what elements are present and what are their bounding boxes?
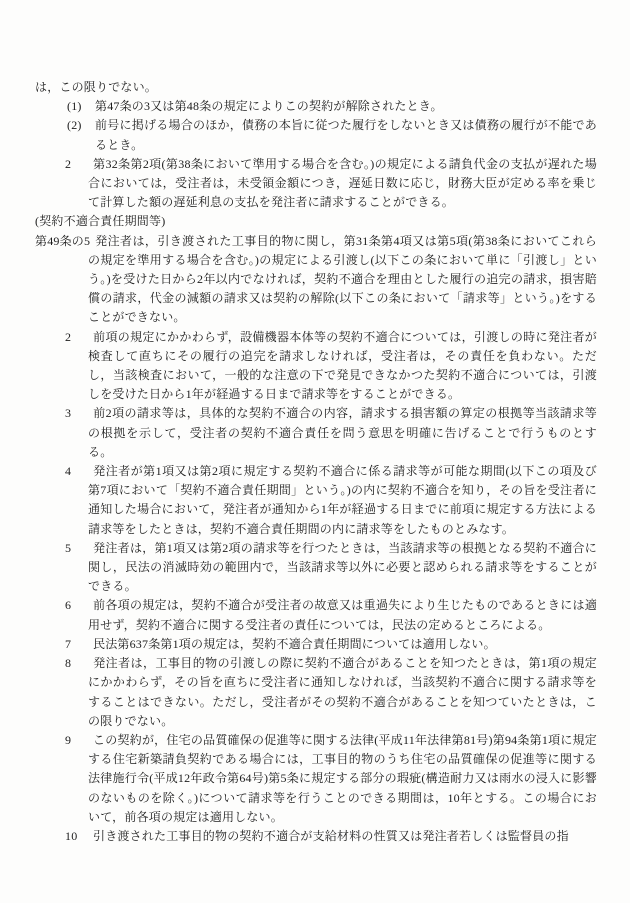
clause-text: 第47条の3又は第48条の規定によりこの契約が解除されたとき。 xyxy=(95,99,443,114)
clause-text: は，この限りでない。 xyxy=(35,80,158,94)
clause-item-9 xyxy=(35,731,597,827)
clause-text: (契約不適合責任期間等) xyxy=(35,214,166,229)
clause-item-4 xyxy=(35,462,597,539)
clause-item-2 xyxy=(35,155,597,213)
clause-text: 発注者が第1項又は第2項に規定する契約不適合に係る請求等が可能な期間(以下この項及び第7項において「契約不適合責任期間」という。)の内に契約不適合を知り，その旨を受注者に通知した場合において，発注者が通知から1年が経過する日までに前項に規定する方法による請求等をしたときは，契約不適合責任期間の内に請求等をしたものとみなす。 xyxy=(88,464,597,536)
clause-number: 5 xyxy=(65,540,72,555)
clause-item-7 xyxy=(35,635,597,654)
clause-text: 発注者は，第1項又は第2項の請求等を行つたときは，当該請求等の根拠となる契約不適合に関し，民法の消滅時効の範囲内で，当該請求等以外に必要と認められる請求等をすることができる。 xyxy=(88,540,597,594)
clause-text: 前項の規定にかかわらず，設備機器本体等の契約不適合については，引渡しの時に発注者が検査して直ちにその履行の追完を請求しなければ，受注者は，その責任を負わない。ただし，当該検査において，一般的な注意の下で発見できなかつた契約不適合については，引渡しを受けた日から1年が経過する日まで請求等をすることができる。 xyxy=(88,329,597,402)
clause-text: 第32条第2項(第38条において準用する場合を含む。)の規定による請負代金の支払が遅れた場合においては，受注者は，未受領金額につき，遅延日数に応じ，財務大臣が定める率を乗じて計算した額の遅延利息の支払を発注者に請求することができる。 xyxy=(88,156,597,210)
clause-text: 前2項の請求等は，具体的な契約不適合の内容，請求する損害額の算定の根拠等当該請求等の根拠を示して，受注者の契約不適合責任を問う意思を明確に告げることで行うものとする。 xyxy=(88,406,597,459)
clause-subitem-(1) xyxy=(35,97,597,116)
clause-number: 6 xyxy=(65,598,72,613)
clause-item-3 xyxy=(35,404,597,462)
clause-number: 8 xyxy=(65,656,72,671)
clause-text: 発注者は，工事目的物の引渡しの際に契約不適合があることを知つたときは，第1項の規定にかかわらず，その旨を直ちに受注者に通知しなければ，当該契約不適合に関する請求等をすることはできない。ただし，受注者がその契約不適合があることを知つていたときは，この限りでない。 xyxy=(88,656,597,728)
clause-number: 4 xyxy=(65,464,72,479)
clause-number: 9 xyxy=(65,732,72,747)
clause-heading xyxy=(35,212,597,231)
clause-number: 7 xyxy=(65,636,72,651)
clause-number: (2) xyxy=(67,118,82,133)
clause-item-5 xyxy=(35,539,597,597)
clause-number: 2 xyxy=(65,329,72,344)
clause-text: 引き渡された工事目的物の契約不適合が支給材料の性質又は発注者若しくは監督員の指 xyxy=(93,828,569,843)
clause-text: 民法第637条第1項の規定は，契約不適合責任期間については適用しない。 xyxy=(93,636,496,651)
clause-number: (1) xyxy=(67,99,82,114)
clause-text: 前号に掲げる場合のほか，債務の本旨に従つた履行をしないとき又は債務の履行が不能であるとき。 xyxy=(95,118,597,152)
clause-number: 2 xyxy=(65,156,72,171)
clause-text: 発注者は，引き渡された工事目的物に関し，第31条第4項又は第5項(第38条においてこれらの規定を準用する場合を含む。)の規定による引渡し(以下この条において単に「引渡し」という。)を受けた日から2年以内でなければ，契約不適合を理由とした履行の追完の請求，損害賠償の請求，代金の減額の請求又は契約の解除(以下この条において「請求等」という。)をすることができない。 xyxy=(88,233,597,325)
contract-text xyxy=(35,78,597,846)
clause-item-8 xyxy=(35,654,597,731)
clause-continuation xyxy=(35,78,597,97)
clause-subitem-(2) xyxy=(35,116,597,154)
clause-article-第49条の5 xyxy=(35,232,597,328)
clause-item-2 xyxy=(35,328,597,405)
clause-text: この契約が，住宅の品質確保の促進等に関する法律(平成11年法律第81号)第94条第1項に規定する住宅新築請負契約である場合には，工事目的物のうち住宅の品質確保の促進等に関する法律施行令(平成12年政令第64号)第5条に規定する部分の瑕疵(構造耐力又は雨水の浸入に影響のないものを除く。)について請求等を行うことのできる期間は，10年とする。この場合において，前各項の規定は適用しない。 xyxy=(88,732,597,824)
clause-item-6 xyxy=(35,596,597,634)
clause-number: 10 xyxy=(65,828,78,843)
clause-item-10 xyxy=(35,827,597,846)
clause-text: 前各項の規定は，契約不適合が受注者の故意又は重過失により生じたものであるときには適用せず，契約不適合に関する受注者の責任については，民法の定めるところによる。 xyxy=(88,598,597,632)
clause-number: 第49条の5 xyxy=(35,233,91,248)
clause-number: 3 xyxy=(65,406,72,421)
